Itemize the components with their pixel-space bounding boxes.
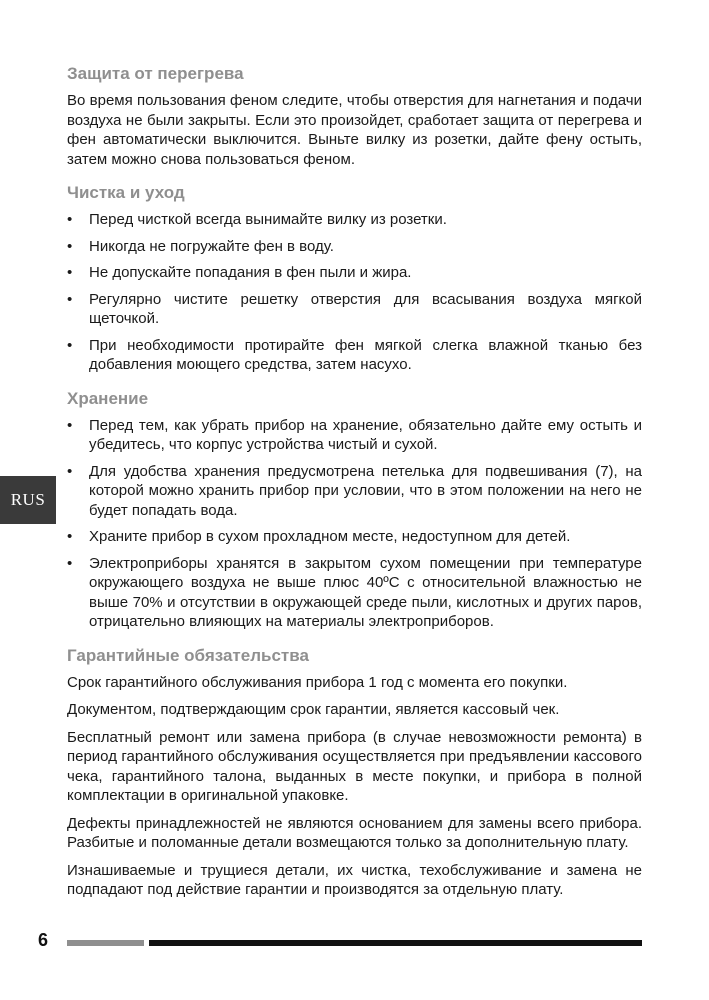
- list-item: • Для удобства хранения предусмотрена петелька для подвешивания (7), на которой можно хранить прибор при условии, что в этом положении на него не будет попадать вода.: [67, 462, 642, 521]
- list-item: • Перед тем, как убрать прибор на хранение, обязательно дайте ему остыть и убедитесь, что корпус устройства чистый и сухой.: [67, 416, 642, 455]
- heading-warranty: Гарантийные обязательства: [67, 645, 309, 665]
- footer-rule-grey: [67, 940, 144, 946]
- warranty-paragraph: Бесплатный ремонт или замена прибора (в случае невозможности ремонта) в период гарантийного обслуживания осуществляется при предъявлении кассового чека, гарантийного талона, выданных в месте покупки, и прибора в полной комплектации в оригинальной упаковке.: [67, 728, 642, 804]
- warranty-paragraph: Срок гарантийного обслуживания прибора 1 год с момента его покупки.: [67, 673, 568, 691]
- heading-cleaning-care: Чистка и уход: [67, 183, 185, 202]
- overheat-paragraph: Во время пользования феном следите, чтобы отверстия для нагнетания и подачи воздуха не были закрыты. Если это произойдет, сработает защита от перегрева и фен автоматически выключится. Выньте вилку из розетки, дайте фену остыть, затем можно снова пользоваться феном.: [67, 92, 642, 168]
- footer-rule-black: [149, 940, 642, 946]
- heading-overheat-protection: Защита от перегрева: [67, 64, 244, 83]
- storage-list: [67, 416, 642, 632]
- warranty-paragraph: Дефекты принадлежностей не являются основанием для замены всего прибора. Разбитые и поломанные детали возмещаются только за дополнительную плату.: [67, 814, 642, 851]
- language-tab: RUS: [0, 476, 56, 524]
- list-item: • Никогда не погружайте фен в воду.: [67, 237, 642, 257]
- list-item: • При необходимости протирайте фен мягкой слегка влажной тканью без добавления моющего средства, затем насухо.: [67, 336, 642, 375]
- list-item: • Перед чисткой всегда вынимайте вилку из розетки.: [67, 210, 642, 230]
- list-item: • Регулярно чистите решетку отверстия для всасывания воздуха мягкой щеточкой.: [67, 290, 642, 329]
- heading-storage: Хранение: [67, 388, 149, 408]
- cleaning-list: [67, 210, 642, 375]
- list-item: • Электроприборы хранятся в закрытом сухом помещении при температуре окружающего воздуха не выше плюс 40ºC с относительной влажностью не выше 70% и отсутствии в окружающей среде пыли, кислотных и других паров, отрицательно влияющих на материалы электроприборов.: [67, 554, 642, 632]
- list-item: • Не допускайте попадания в фен пыли и жира.: [67, 263, 642, 283]
- warranty-paragraph: Изнашиваемые и трущиеся детали, их чистка, техобслуживание и замена не подпадают под действие гарантии и производятся за отдельную плату.: [67, 861, 642, 898]
- list-item: • Храните прибор в сухом прохладном месте, недоступном для детей.: [67, 527, 642, 547]
- page-number: 6: [38, 930, 49, 950]
- warranty-paragraph: Документом, подтверждающим срок гарантии, является кассовый чек.: [67, 701, 560, 718]
- page-content: [67, 63, 642, 908]
